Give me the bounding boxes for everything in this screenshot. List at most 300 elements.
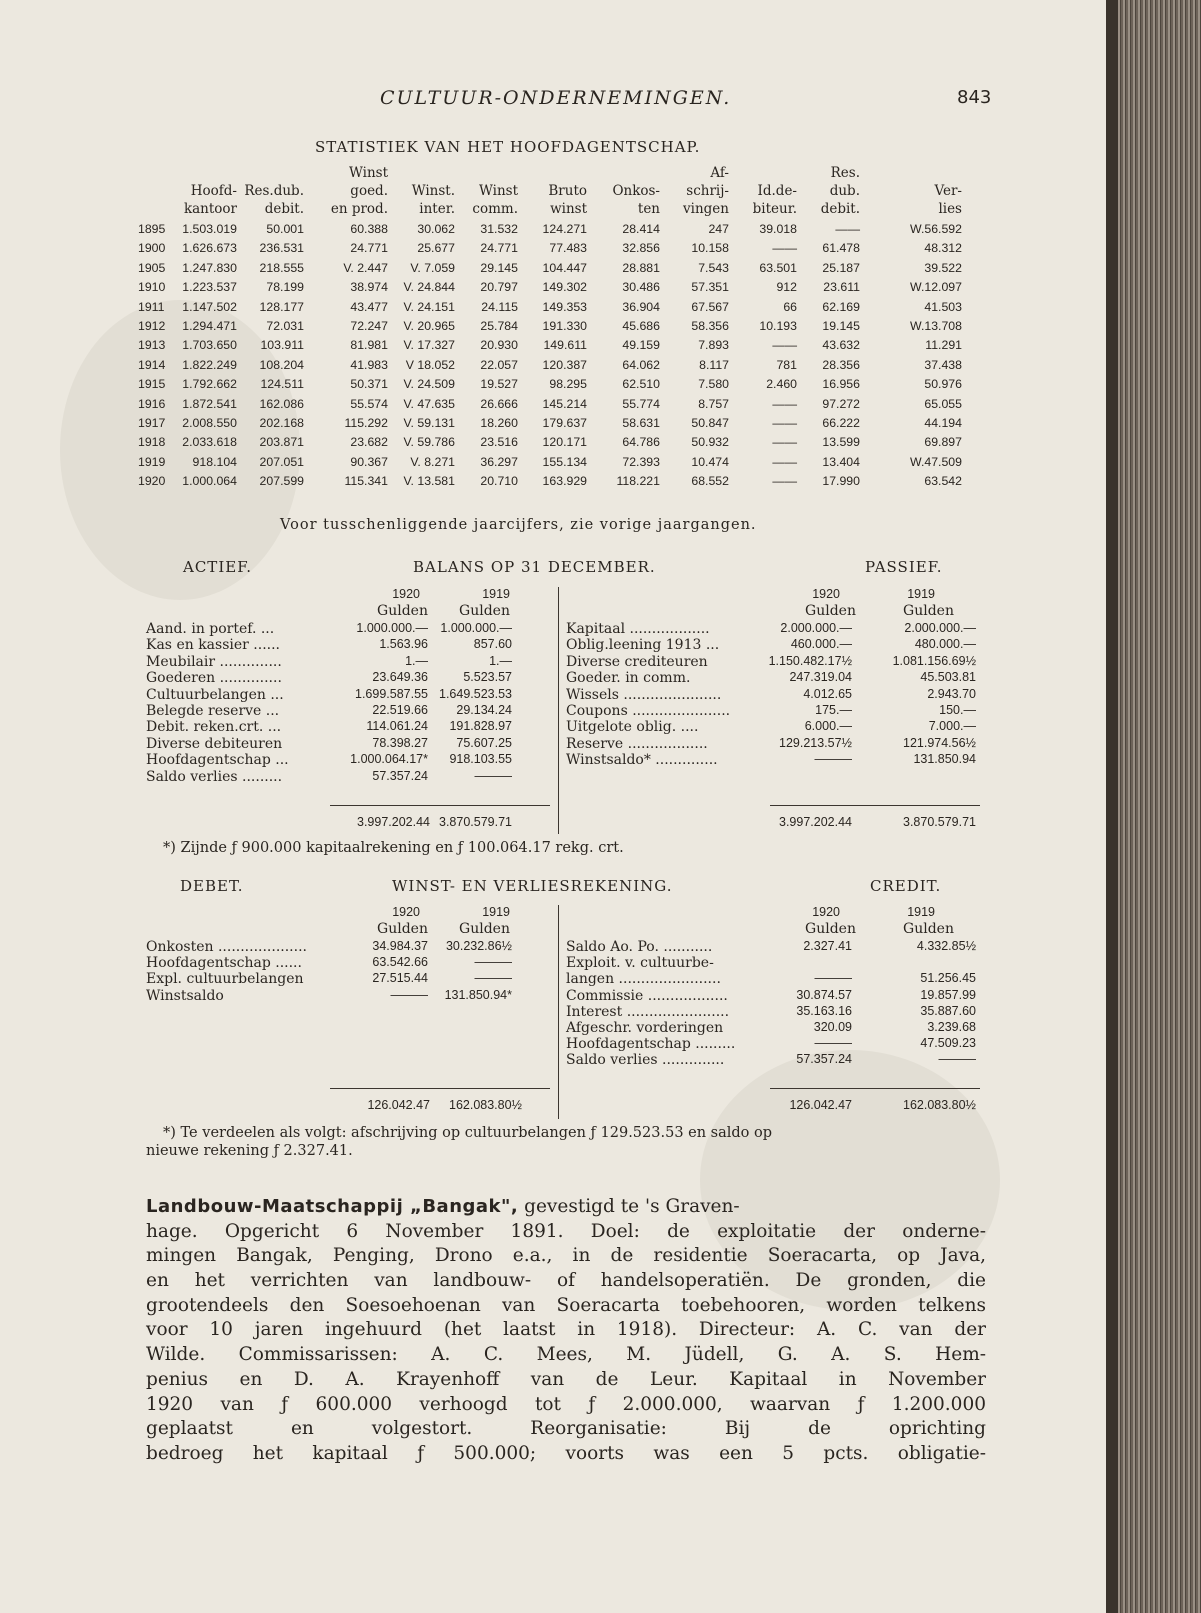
stat-cell: 1.792.662 xyxy=(182,377,237,392)
stat-cell: 1.147.502 xyxy=(182,299,237,314)
ledger-amount: 918.103.55 xyxy=(449,752,512,767)
stat-cell: 155.134 xyxy=(542,454,587,469)
ledger-amount: 121.974.56½ xyxy=(903,735,976,750)
stat-cell: 1.822.249 xyxy=(182,357,237,372)
balance-divider xyxy=(558,587,559,834)
stat-cell: 108.204 xyxy=(259,357,304,372)
ledger-amount: 1.699.587.55 xyxy=(355,686,428,701)
ledger-amount: 30.232.86½ xyxy=(445,939,512,953)
stat-cell: 39.018 xyxy=(759,222,797,236)
currency-header: Gulden xyxy=(459,603,510,619)
ledger-label: Kapitaal .................. xyxy=(566,621,710,637)
ledger-amount: 2.327.41 xyxy=(803,939,852,953)
article-line: 1920 van ƒ 600.000 verhoogd tot ƒ 2.000.000, waarvan ƒ 1.200.000 xyxy=(146,1393,986,1415)
ledger-amount: 480.000.— xyxy=(914,637,976,652)
ledger-amount: 191.828.97 xyxy=(449,719,512,734)
stat-cell: 98.295 xyxy=(549,377,587,392)
ledger-total: 3.870.579.71 xyxy=(903,815,976,829)
stat-cell: 149.611 xyxy=(543,338,587,353)
stat-header-cell: Onkos- xyxy=(612,183,660,199)
stat-cell: 218.555 xyxy=(259,260,304,275)
stat-cell: 28.356 xyxy=(822,357,860,372)
ledger-label: Saldo Ao. Po. ........... xyxy=(566,939,713,955)
stat-cell: 236.531 xyxy=(259,241,304,256)
year-header: 1920 xyxy=(392,905,420,919)
ledger-amount: ——— xyxy=(474,955,512,970)
stat-cell: 8.117 xyxy=(699,357,729,372)
stat-cell: 1.872.541 xyxy=(182,396,237,411)
ledger-label: Cultuurbelangen ... xyxy=(146,686,284,703)
stat-header-cell: Res.dub. xyxy=(244,183,304,199)
stat-cell: 77.483 xyxy=(549,241,587,256)
pnl-divider xyxy=(558,905,559,1119)
stat-cell: 38.974 xyxy=(350,280,388,295)
ledger-amount: 19.857.99 xyxy=(920,987,976,1002)
stat-cell: 10.193 xyxy=(759,319,797,333)
stat-cell: 90.367 xyxy=(350,454,388,469)
stat-cell: —— xyxy=(772,396,797,411)
ledger-amount: 1.000.000.— xyxy=(356,621,428,635)
ledger-label: Exploit. v. cultuurbe- xyxy=(566,955,714,972)
stat-header-cell: winst xyxy=(550,201,587,217)
stat-cell: 32.856 xyxy=(622,241,660,256)
ledger-label: Wissels ...................... xyxy=(566,686,722,703)
stat-header-cell: goed. xyxy=(350,183,388,199)
stat-cell: 912 xyxy=(776,280,797,295)
stat-cell: 43.632 xyxy=(822,338,860,353)
running-title: CULTUUR-ONDERNEMINGEN. xyxy=(380,87,732,109)
ledger-amount: 1.000.064.17* xyxy=(350,752,428,767)
stat-cell: 10.474 xyxy=(691,454,729,469)
stat-cell: 1.626.673 xyxy=(182,241,237,256)
stat-cell: 104.447 xyxy=(542,260,587,275)
stat-cell: 120.171 xyxy=(542,435,587,450)
stat-cell: 62.169 xyxy=(822,299,860,314)
currency-header: Gulden xyxy=(459,921,510,937)
stat-cell: 50.371 xyxy=(350,377,388,392)
article-line: hage. Opgericht 6 November 1891. Doel: de exploitatie der onderne- xyxy=(146,1220,986,1242)
ledger-amount: 247.319.04 xyxy=(789,670,852,685)
stat-cell: 1917 xyxy=(138,416,166,430)
stat-cell: 7.543 xyxy=(698,260,729,275)
running-header xyxy=(0,87,1106,113)
currency-header: Gulden xyxy=(903,921,954,937)
ledger-label: Hoofdagentschap ...... xyxy=(146,955,302,972)
year-header: 1919 xyxy=(482,587,510,601)
ledger-amount: 30.874.57 xyxy=(796,987,852,1002)
stat-cell: 2.033.618 xyxy=(182,435,237,450)
currency-header: Gulden xyxy=(805,603,856,619)
stat-cell: —— xyxy=(772,474,797,489)
ledger-label: langen ....................... xyxy=(566,971,721,988)
stat-cell: V. 24.151 xyxy=(403,299,455,314)
currency-header: Gulden xyxy=(377,921,428,937)
stat-cell: 207.599 xyxy=(259,474,304,489)
ledger-label: Uitgelote oblig. .... xyxy=(566,719,699,736)
article-line: grootendeels den Soesoehoenan van Soeracarta toebehooren, worden telkens xyxy=(146,1294,986,1316)
page-number: 843 xyxy=(957,87,992,108)
stat-header-cell: kantoor xyxy=(183,201,237,217)
ledger-total: 3.997.202.44 xyxy=(357,815,430,829)
ledger-amount: 5.523.57 xyxy=(463,670,512,685)
stat-cell: 48.312 xyxy=(924,241,962,256)
statistics-note: Voor tusschenliggende jaarcijfers, zie vorige jaargangen. xyxy=(280,517,757,533)
stat-cell: 203.871 xyxy=(259,435,304,450)
stat-cell: 49.159 xyxy=(622,338,660,353)
stat-cell: 43.477 xyxy=(350,299,388,314)
stat-cell: 67.567 xyxy=(691,299,729,314)
stat-header-cell: en prod. xyxy=(330,201,388,217)
stat-cell: 179.637 xyxy=(542,416,587,430)
company-name: Landbouw-Maatschappij „Bangak", xyxy=(146,1196,519,1217)
stat-cell: 1.000.064 xyxy=(182,474,237,489)
stat-header-cell: dub. xyxy=(829,183,860,199)
stat-cell: 120.387 xyxy=(542,357,587,372)
stat-cell: 1910 xyxy=(138,280,166,295)
stat-header-cell: biteur. xyxy=(752,201,797,217)
stat-cell: 1918 xyxy=(138,435,166,450)
stat-cell: 41.503 xyxy=(924,299,962,314)
stat-cell: 1919 xyxy=(138,454,166,469)
stat-cell: 191.330 xyxy=(542,319,587,333)
pnl-title: WINST- EN VERLIESREKENING. xyxy=(392,877,673,895)
stat-cell: 149.302 xyxy=(542,280,587,295)
stat-cell: 50.847 xyxy=(691,416,729,430)
stat-cell: 36.297 xyxy=(480,454,518,469)
stat-cell: 115.341 xyxy=(344,474,388,489)
stat-cell: 66 xyxy=(783,299,797,314)
stat-cell: 29.145 xyxy=(480,260,518,275)
credit-heading: CREDIT. xyxy=(870,877,942,895)
stat-cell: 19.145 xyxy=(822,319,860,333)
stat-cell: W.12.097 xyxy=(910,280,962,295)
year-header: 1919 xyxy=(907,905,935,919)
stat-cell: 10.158 xyxy=(691,241,729,256)
ledger-amount: 23.649.36 xyxy=(372,670,428,685)
ledger-amount: 2.000.000.— xyxy=(904,621,976,635)
stat-cell: 66.222 xyxy=(822,416,860,430)
year-header: 1919 xyxy=(482,905,510,919)
stat-cell: 8.757 xyxy=(698,396,729,411)
ledger-total: 3.870.579.71 xyxy=(439,815,512,829)
stat-cell: V. 17.327 xyxy=(403,338,455,353)
ledger-label: Hoofdagentschap ... xyxy=(146,752,289,769)
balance-footnote: *) Zijnde ƒ 900.000 kapitaalrekening en ƒ 100.064.17 rekg. crt. xyxy=(163,840,624,856)
stat-cell: 63.542 xyxy=(924,474,962,489)
ledger-amount: 131.850.94* xyxy=(444,987,512,1002)
ledger-label: Saldo verlies .............. xyxy=(566,1052,725,1069)
stat-cell: 64.062 xyxy=(622,357,660,372)
stat-cell: 64.786 xyxy=(622,435,660,450)
stat-cell: 1.223.537 xyxy=(182,280,237,295)
ledger-amount: 3.239.68 xyxy=(927,1020,976,1034)
stat-header-cell: Ver- xyxy=(934,183,962,199)
stat-cell: 41.983 xyxy=(350,357,388,372)
stat-cell: 115.292 xyxy=(344,416,388,430)
stat-cell: 63.501 xyxy=(759,260,797,275)
stat-header-cell: debit. xyxy=(264,201,304,217)
stat-cell: 1916 xyxy=(138,396,166,411)
stat-header-cell: Hoofd- xyxy=(190,183,237,199)
stat-cell: 39.522 xyxy=(924,260,962,275)
ledger-label: Aand. in portef. ... xyxy=(146,621,275,637)
ledger-label: Diverse debiteuren xyxy=(146,735,283,752)
ledger-amount: ——— xyxy=(390,987,428,1002)
stat-cell: 1914 xyxy=(138,357,166,372)
stat-cell: 1900 xyxy=(138,241,166,256)
ledger-label: Winstsaldo* .............. xyxy=(566,752,718,769)
stat-cell: 65.055 xyxy=(924,396,962,411)
stat-cell: 60.388 xyxy=(350,222,388,236)
stat-cell: 1912 xyxy=(138,319,166,333)
ledger-amount: 57.357.24 xyxy=(372,768,428,783)
stat-cell: 7.580 xyxy=(698,377,729,392)
stat-cell: 118.221 xyxy=(616,474,660,489)
ledger-amount: 27.515.44 xyxy=(372,971,428,986)
ledger-label: Reserve .................. xyxy=(566,735,708,752)
stat-cell: 162.086 xyxy=(259,396,304,411)
stat-cell: 45.686 xyxy=(622,319,660,333)
stat-cell: 50.932 xyxy=(691,435,729,450)
ledger-amount: 63.542.66 xyxy=(372,955,428,970)
ledger-amount: ——— xyxy=(814,752,852,767)
stat-cell: 37.438 xyxy=(924,357,962,372)
stat-cell: 2.008.550 xyxy=(182,416,237,430)
stat-cell: V. 59.131 xyxy=(403,416,455,430)
stat-cell: 24.771 xyxy=(350,241,388,256)
ledger-amount: 150.— xyxy=(939,703,976,717)
ledger-amount: 22.519.66 xyxy=(372,703,428,717)
ledger-label: Onkosten .................... xyxy=(146,939,307,955)
stat-cell: 16.956 xyxy=(822,377,860,392)
stat-cell: 1.703.650 xyxy=(182,338,237,353)
stat-cell: 28.881 xyxy=(622,260,660,275)
ledger-amount: 47.509.23 xyxy=(920,1036,976,1051)
article-line: penius en D. A. Krayenhoff van de Leur. Kapitaal in November xyxy=(146,1368,986,1390)
ledger-total: 3.997.202.44 xyxy=(779,815,852,829)
stat-cell: 61.478 xyxy=(822,241,860,256)
stat-cell: 103.911 xyxy=(260,338,304,353)
stat-cell: 72.393 xyxy=(622,454,660,469)
stat-cell: 69.897 xyxy=(924,435,962,450)
stat-header-cell: Id.de- xyxy=(757,183,797,199)
stat-cell: 68.552 xyxy=(691,474,729,489)
ledger-label: Meubilair .............. xyxy=(146,653,282,670)
stat-cell: 1.247.830 xyxy=(182,260,237,275)
ledger-amount: 78.398.27 xyxy=(372,735,428,750)
ledger-amount: 51.256.45 xyxy=(920,971,976,986)
stat-cell: 1911 xyxy=(138,299,165,314)
ledger-label: Hoofdagentschap ......... xyxy=(566,1036,736,1053)
article-line: voor 10 jaren ingehuurd (het laatst in 1918). Directeur: A. C. van der xyxy=(146,1319,986,1341)
ledger-amount: 35.887.60 xyxy=(920,1003,976,1018)
stat-cell: V. 2.447 xyxy=(343,260,388,275)
ledger-amount: 460.000.— xyxy=(790,637,852,652)
stat-cell: 25.677 xyxy=(417,241,455,256)
stat-cell: 247 xyxy=(708,222,729,236)
currency-header: Gulden xyxy=(377,603,428,619)
stat-cell: 31.532 xyxy=(480,222,518,236)
stat-cell: 163.929 xyxy=(542,474,587,489)
ledger-amount: 2.943.70 xyxy=(927,686,976,701)
ledger-label: Debit. reken.crt. ... xyxy=(146,719,282,736)
ledger-amount: 320.09 xyxy=(813,1020,852,1034)
ledger-amount: 35.163.16 xyxy=(796,1003,852,1018)
year-header: 1919 xyxy=(907,587,935,601)
stat-header-cell: debit. xyxy=(820,201,860,217)
ledger-amount: 1.563.96 xyxy=(379,637,428,652)
currency-header: Gulden xyxy=(903,603,954,619)
article-line: mingen Bangak, Penging, Drono e.a., in de residentie Soeracarta, op Java, xyxy=(146,1245,986,1267)
balance-rule-left xyxy=(330,805,550,806)
article-line: gevestigd te 's Graven- xyxy=(518,1196,740,1217)
stat-cell: —— xyxy=(835,222,860,236)
stat-cell: 30.486 xyxy=(622,280,660,295)
article-line-first xyxy=(146,1195,986,1220)
stat-cell: 24.115 xyxy=(481,299,518,314)
ledger-amount: 75.607.25 xyxy=(456,735,512,750)
stat-cell: 58.356 xyxy=(691,319,729,333)
stat-cell: 36.904 xyxy=(622,299,660,314)
stat-cell: 72.031 xyxy=(266,319,304,333)
stat-cell: 55.574 xyxy=(350,396,388,411)
stat-cell: 57.351 xyxy=(691,280,729,295)
balance-rule-right xyxy=(770,805,980,806)
stat-cell: 918.104 xyxy=(192,454,237,469)
stat-cell: 24.771 xyxy=(480,241,518,256)
pnl-footnote-line1: *) Te verdeelen als volgt: afschrijving op cultuurbelangen ƒ 129.523.53 en saldo op xyxy=(163,1125,773,1141)
ledger-label: Winstsaldo xyxy=(146,987,224,1004)
stat-cell: 207.051 xyxy=(259,454,304,469)
year-header: 1920 xyxy=(392,587,420,601)
stat-header-cell: Winst xyxy=(348,165,388,181)
ledger-label: Kas en kassier ...... xyxy=(146,637,280,654)
ledger-amount: ——— xyxy=(474,768,512,783)
passief-heading: PASSIEF. xyxy=(865,558,943,576)
stat-cell: 20.930 xyxy=(480,338,518,353)
stat-cell: 1915 xyxy=(138,377,166,392)
ledger-label: Belegde reserve ... xyxy=(146,703,280,719)
stat-cell: 23.516 xyxy=(480,435,518,450)
ledger-amount: 131.850.94 xyxy=(913,752,976,767)
stat-cell: 72.247 xyxy=(350,319,388,333)
stat-cell: V. 20.965 xyxy=(403,319,455,333)
pnl-footnote-line2: nieuwe rekening ƒ 2.327.41. xyxy=(146,1143,353,1159)
article-line: Wilde. Commissarissen: A. C. Mees, M. Jüdell, G. A. S. Hem- xyxy=(146,1344,986,1366)
ledger-amount: 34.984.37 xyxy=(372,939,428,953)
stat-cell: 58.631 xyxy=(622,416,660,430)
stat-cell: 25.187 xyxy=(822,260,860,275)
stat-cell: 25.784 xyxy=(480,319,518,333)
stat-cell: 13.599 xyxy=(822,435,860,450)
ledger-amount: ——— xyxy=(474,971,512,986)
stat-cell: 7.893 xyxy=(698,338,729,353)
stat-header-cell: Af- xyxy=(710,165,729,181)
ledger-amount: 6.000.— xyxy=(804,719,852,734)
stat-cell: 128.177 xyxy=(259,299,304,314)
ledger-amount: 7.000.— xyxy=(928,719,976,734)
stat-cell: V. 13.581 xyxy=(403,474,455,489)
ledger-amount: 2.000.000.— xyxy=(780,621,852,635)
stat-cell: 23.682 xyxy=(350,435,388,450)
ledger-amount: 1.649.523.53 xyxy=(439,686,512,701)
pnl-rule-left xyxy=(330,1088,550,1089)
company-article xyxy=(146,1195,986,1467)
stat-header-cell: vingen xyxy=(683,201,729,217)
stat-header-cell: Res. xyxy=(830,165,860,181)
ledger-amount: 1.081.156.69½ xyxy=(892,653,976,668)
stat-header-cell: schrij- xyxy=(686,183,729,199)
book-spine xyxy=(1106,0,1201,1613)
stat-header-cell: inter. xyxy=(419,201,455,217)
pnl-rule-right xyxy=(770,1088,980,1089)
stat-cell: 13.404 xyxy=(822,454,860,469)
ledger-amount: 29.134.24 xyxy=(456,703,512,717)
stat-cell: 20.710 xyxy=(480,474,518,489)
ledger-label: Goederen .............. xyxy=(146,670,282,687)
ledger-label: Saldo verlies ......... xyxy=(146,768,283,785)
stat-cell: W.13.708 xyxy=(910,319,962,333)
stat-cell: V. 59.786 xyxy=(403,435,455,450)
stat-cell: 11.291 xyxy=(925,338,962,353)
article-line: bedroeg het kapitaal ƒ 500.000; voorts was een 5 pcts. obligatie- xyxy=(146,1442,986,1464)
stat-cell: 149.353 xyxy=(542,299,587,314)
stat-cell: 781 xyxy=(776,357,797,372)
ledger-amount: 129.213.57½ xyxy=(779,735,852,750)
stat-cell: 124.271 xyxy=(542,222,587,236)
stat-header-cell: comm. xyxy=(472,201,518,217)
stat-cell: 23.611 xyxy=(823,280,860,295)
ledger-amount: 1.150.482.17½ xyxy=(768,653,852,668)
stat-cell: W.47.509 xyxy=(910,454,962,469)
stat-cell: V 18.052 xyxy=(405,357,455,372)
stat-cell: —— xyxy=(772,416,797,430)
ledger-amount: ——— xyxy=(814,971,852,986)
year-header: 1920 xyxy=(812,905,840,919)
stat-cell: 145.214 xyxy=(542,396,587,411)
stat-cell: 55.774 xyxy=(622,396,660,411)
statistics-title: STATISTIEK VAN HET HOOFDAGENTSCHAP. xyxy=(315,138,701,156)
ledger-amount: 4.332.85½ xyxy=(916,939,976,953)
article-line: geplaatst en volgestort. Reorganisatie: Bij de oprichting xyxy=(146,1418,986,1440)
ledger-label: Interest ....................... xyxy=(566,1003,730,1020)
ledger-amount: 175.— xyxy=(815,703,852,717)
year-header: 1920 xyxy=(812,587,840,601)
ledger-amount: ——— xyxy=(814,1036,852,1051)
stat-cell: —— xyxy=(772,338,797,353)
stat-cell: 2.460 xyxy=(766,377,797,392)
ledger-amount: 45.503.81 xyxy=(920,670,976,685)
ledger-amount: 857.60 xyxy=(473,637,512,652)
stat-cell: W.56.592 xyxy=(910,222,962,236)
ledger-total: 126.042.47 xyxy=(789,1098,852,1112)
stat-cell: 26.666 xyxy=(480,396,518,411)
ledger-amount: 1.— xyxy=(489,653,512,668)
stat-cell: 1905 xyxy=(138,260,166,275)
ledger-label: Goeder. in comm. xyxy=(566,670,691,687)
article-line: en het verrichten van landbouw- of handelsoperatiën. De gronden, die xyxy=(146,1270,986,1292)
ledger-label: Coupons ...................... xyxy=(566,703,731,719)
stat-cell: V. 8.271 xyxy=(410,454,455,469)
debet-heading: DEBET. xyxy=(180,877,244,895)
stat-cell: 81.981 xyxy=(350,338,388,353)
actief-heading: ACTIEF. xyxy=(183,558,253,576)
stat-cell: 1920 xyxy=(138,474,166,489)
stat-cell: —— xyxy=(772,454,797,469)
ledger-amount: 1.— xyxy=(405,653,428,668)
stat-cell: 28.414 xyxy=(622,222,660,236)
ledger-label: Diverse crediteuren xyxy=(566,653,708,670)
